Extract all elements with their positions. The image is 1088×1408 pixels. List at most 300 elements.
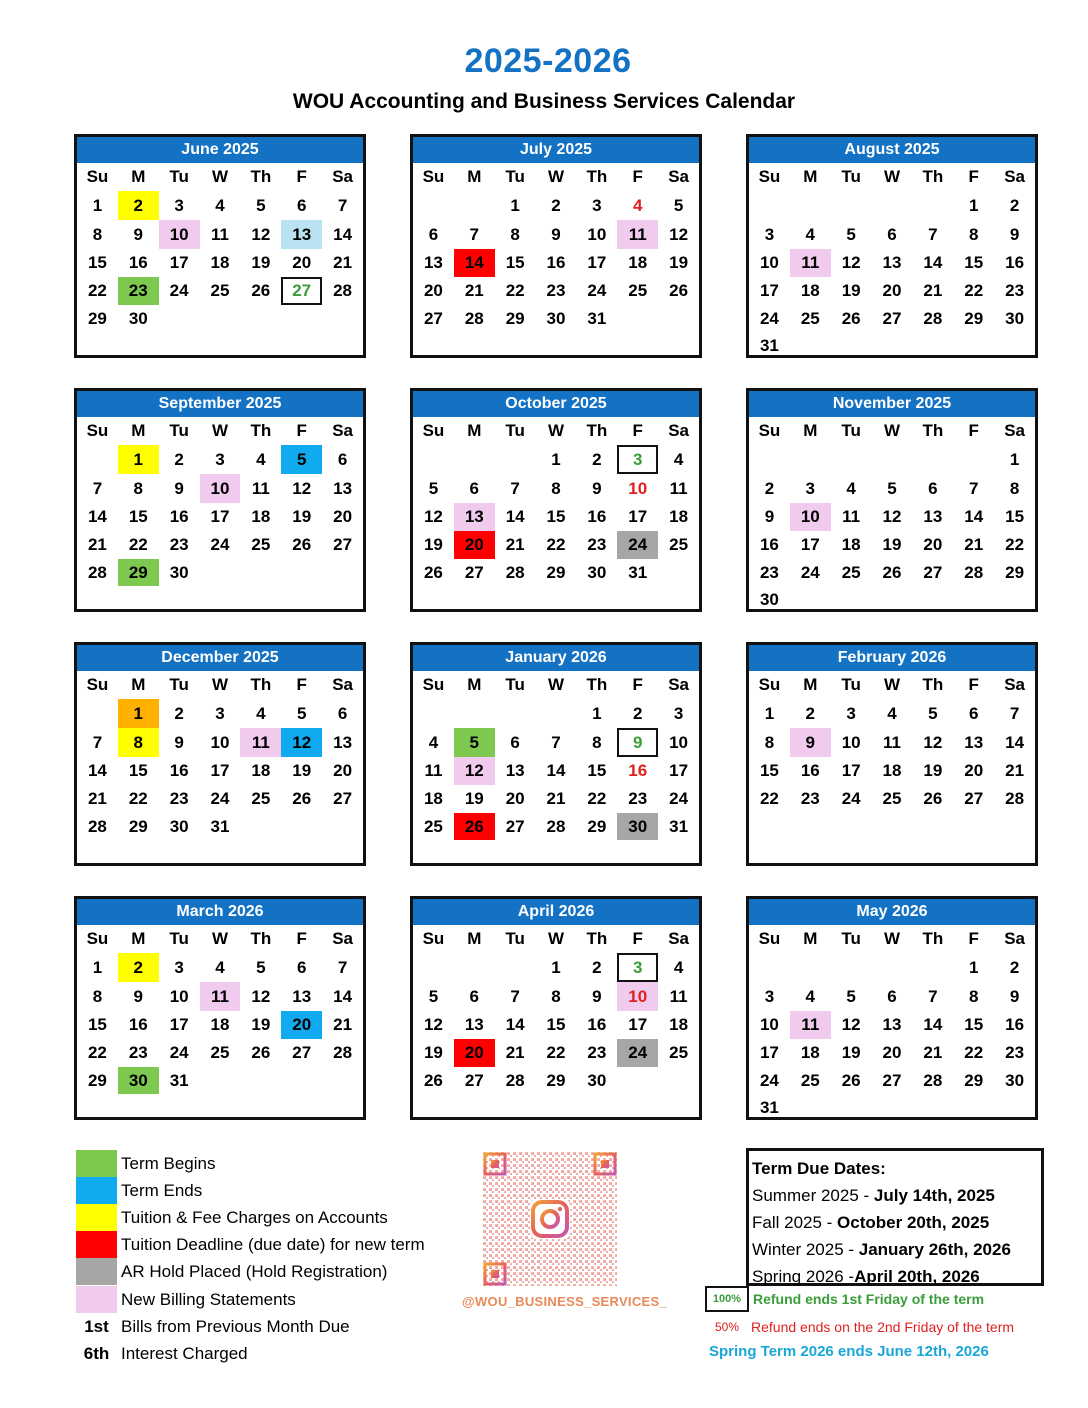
day-cell[interactable]: 16 bbox=[169, 761, 189, 780]
day-cell[interactable]: 4 bbox=[805, 225, 816, 244]
day-cell[interactable]: 14 bbox=[333, 225, 353, 244]
day-cell[interactable]: 15 bbox=[128, 507, 148, 526]
day-cell[interactable]: 20 bbox=[964, 761, 984, 780]
day-cell[interactable]: 18 bbox=[210, 1015, 230, 1034]
day-cell[interactable]: 21 bbox=[505, 535, 525, 554]
day-cell[interactable]: 13 bbox=[964, 733, 984, 752]
day-cell[interactable]: 9 bbox=[790, 728, 831, 757]
day-cell[interactable]: 11 bbox=[424, 761, 443, 780]
day-cell[interactable]: 20 bbox=[281, 1011, 322, 1039]
day-cell[interactable]: 11 bbox=[617, 220, 658, 249]
day-cell[interactable]: 26 bbox=[923, 789, 943, 808]
day-cell[interactable]: 2 bbox=[592, 450, 602, 469]
day-cell[interactable]: 25 bbox=[669, 535, 689, 554]
day-cell[interactable]: 6 bbox=[337, 704, 348, 723]
day-cell[interactable]: 23 bbox=[118, 277, 159, 305]
day-cell[interactable]: 24 bbox=[617, 531, 658, 559]
day-cell[interactable]: 21 bbox=[87, 789, 107, 808]
day-cell[interactable]: 12 bbox=[251, 987, 271, 1006]
day-cell[interactable]: 28 bbox=[505, 1071, 525, 1090]
day-cell[interactable]: 22 bbox=[964, 1043, 984, 1062]
day-cell[interactable]: 21 bbox=[464, 281, 484, 300]
day-cell[interactable]: 31 bbox=[169, 1071, 189, 1090]
day-cell[interactable]: 26 bbox=[669, 281, 689, 300]
day-cell[interactable]: 5 bbox=[846, 987, 856, 1006]
day-cell[interactable]: 6 bbox=[887, 987, 897, 1006]
day-cell[interactable]: 16 bbox=[128, 253, 148, 272]
day-cell[interactable]: 19 bbox=[669, 253, 689, 272]
day-cell[interactable]: 15 bbox=[87, 253, 107, 272]
day-cell[interactable]: 1 bbox=[592, 704, 602, 723]
day-cell[interactable]: 28 bbox=[964, 563, 984, 582]
day-cell[interactable]: 5 bbox=[281, 445, 322, 474]
day-cell[interactable]: 19 bbox=[251, 253, 271, 272]
day-cell[interactable]: 27 bbox=[423, 309, 443, 328]
day-cell[interactable]: 6 bbox=[296, 958, 307, 977]
day-cell[interactable]: 14 bbox=[454, 249, 495, 277]
day-cell[interactable]: 10 bbox=[587, 225, 607, 244]
day-cell[interactable]: 13 bbox=[423, 253, 443, 272]
day-cell[interactable]: 12 bbox=[841, 253, 861, 272]
day-cell[interactable]: 18 bbox=[251, 507, 271, 526]
day-cell[interactable]: 19 bbox=[841, 281, 861, 300]
day-cell[interactable]: 18 bbox=[669, 507, 689, 526]
day-cell[interactable]: 26 bbox=[841, 309, 861, 328]
day-cell[interactable]: 28 bbox=[505, 563, 525, 582]
day-cell[interactable]: 23 bbox=[800, 789, 820, 808]
day-cell[interactable]: 18 bbox=[841, 535, 861, 554]
day-cell[interactable]: 29 bbox=[505, 309, 525, 328]
day-cell[interactable]: 17 bbox=[669, 761, 689, 780]
day-cell[interactable]: 3 bbox=[215, 450, 225, 469]
day-cell[interactable]: 15 bbox=[546, 507, 566, 526]
day-cell[interactable]: 16 bbox=[1005, 1015, 1025, 1034]
day-cell[interactable]: 9 bbox=[617, 728, 658, 757]
day-cell[interactable]: 2 bbox=[632, 704, 643, 723]
day-cell[interactable]: 4 bbox=[846, 479, 856, 498]
day-cell[interactable]: 20 bbox=[333, 507, 353, 526]
day-cell[interactable]: 7 bbox=[551, 733, 561, 752]
day-cell[interactable]: 17 bbox=[841, 761, 861, 780]
day-cell[interactable]: 28 bbox=[923, 1071, 943, 1090]
day-cell[interactable]: 10 bbox=[759, 253, 779, 272]
day-cell[interactable]: 9 bbox=[764, 507, 775, 526]
day-cell[interactable]: 29 bbox=[587, 817, 607, 836]
day-cell[interactable]: 21 bbox=[923, 1043, 943, 1062]
day-cell[interactable]: 29 bbox=[87, 1071, 107, 1090]
day-cell[interactable]: 14 bbox=[964, 507, 984, 526]
day-cell[interactable]: 7 bbox=[92, 479, 103, 498]
day-cell[interactable]: 4 bbox=[215, 196, 225, 215]
day-cell[interactable]: 2 bbox=[174, 450, 184, 469]
day-cell[interactable]: 20 bbox=[333, 761, 353, 780]
day-cell[interactable]: 25 bbox=[210, 281, 230, 300]
day-cell[interactable]: 28 bbox=[464, 309, 484, 328]
day-cell[interactable]: 21 bbox=[87, 535, 107, 554]
day-cell[interactable]: 20 bbox=[423, 281, 443, 300]
day-cell[interactable]: 15 bbox=[87, 1015, 107, 1034]
day-cell[interactable]: 23 bbox=[128, 1043, 148, 1062]
day-cell[interactable]: 20 bbox=[882, 281, 902, 300]
day-cell[interactable]: 15 bbox=[964, 1015, 984, 1034]
day-cell[interactable]: 6 bbox=[469, 987, 480, 1006]
day-cell[interactable]: 26 bbox=[882, 563, 902, 582]
day-cell[interactable]: 30 bbox=[169, 563, 189, 582]
day-cell[interactable]: 2 bbox=[551, 196, 561, 215]
day-cell[interactable]: 19 bbox=[251, 1015, 271, 1034]
day-cell[interactable]: 4 bbox=[805, 987, 816, 1006]
day-cell[interactable]: 1 bbox=[118, 445, 159, 474]
day-cell[interactable]: 4 bbox=[428, 733, 439, 752]
day-cell[interactable]: 27 bbox=[505, 817, 525, 836]
day-cell[interactable]: 3 bbox=[764, 225, 775, 244]
day-cell[interactable]: 16 bbox=[128, 1015, 148, 1034]
day-cell[interactable]: 17 bbox=[759, 281, 779, 300]
day-cell[interactable]: 12 bbox=[669, 225, 689, 244]
day-cell[interactable]: 8 bbox=[968, 225, 979, 244]
day-cell[interactable]: 7 bbox=[968, 479, 979, 498]
day-cell[interactable]: 25 bbox=[628, 281, 648, 300]
day-cell[interactable]: 1 bbox=[92, 958, 103, 977]
day-cell[interactable]: 10 bbox=[169, 987, 189, 1006]
day-cell[interactable]: 3 bbox=[805, 479, 816, 498]
day-cell[interactable]: 1 bbox=[118, 699, 159, 728]
day-cell[interactable]: 13 bbox=[882, 253, 902, 272]
day-cell[interactable]: 29 bbox=[546, 1071, 566, 1090]
day-cell[interactable]: 2 bbox=[764, 479, 775, 498]
day-cell[interactable]: 5 bbox=[256, 196, 266, 215]
day-cell[interactable]: 9 bbox=[1009, 987, 1020, 1006]
day-cell[interactable]: 10 bbox=[617, 982, 658, 1011]
day-cell[interactable]: 23 bbox=[1005, 281, 1025, 300]
day-cell[interactable]: 5 bbox=[887, 479, 897, 498]
day-cell[interactable]: 24 bbox=[759, 1071, 779, 1090]
day-cell[interactable]: 11 bbox=[240, 728, 281, 757]
day-cell[interactable]: 29 bbox=[964, 309, 984, 328]
day-cell[interactable]: 2 bbox=[805, 704, 816, 723]
day-cell[interactable]: 18 bbox=[800, 1043, 820, 1062]
day-cell[interactable]: 16 bbox=[1005, 253, 1025, 272]
day-cell[interactable]: 19 bbox=[292, 507, 312, 526]
day-cell[interactable]: 27 bbox=[464, 563, 484, 582]
day-cell[interactable]: 29 bbox=[546, 563, 566, 582]
day-cell[interactable]: 18 bbox=[800, 281, 820, 300]
day-cell[interactable]: 10 bbox=[841, 733, 861, 752]
day-cell[interactable]: 2 bbox=[118, 953, 159, 982]
day-cell[interactable]: 30 bbox=[587, 1071, 607, 1090]
day-cell[interactable]: 9 bbox=[1009, 225, 1020, 244]
day-cell[interactable]: 7 bbox=[337, 196, 348, 215]
day-cell[interactable]: 27 bbox=[464, 1071, 484, 1090]
day-cell[interactable]: 19 bbox=[923, 761, 943, 780]
day-cell[interactable]: 11 bbox=[200, 982, 241, 1011]
day-cell[interactable]: 5 bbox=[928, 704, 938, 723]
day-cell[interactable]: 29 bbox=[87, 309, 107, 328]
day-cell[interactable]: 19 bbox=[464, 789, 484, 808]
day-cell[interactable]: 11 bbox=[842, 507, 861, 526]
day-cell[interactable]: 23 bbox=[169, 789, 189, 808]
day-cell[interactable]: 30 bbox=[759, 590, 779, 609]
day-cell[interactable]: 8 bbox=[1009, 479, 1020, 498]
day-cell[interactable]: 26 bbox=[251, 281, 271, 300]
day-cell[interactable]: 11 bbox=[669, 987, 688, 1006]
day-cell[interactable]: 30 bbox=[546, 309, 566, 328]
day-cell[interactable]: 22 bbox=[128, 789, 148, 808]
day-cell[interactable]: 6 bbox=[968, 704, 979, 723]
day-cell[interactable]: 7 bbox=[510, 479, 520, 498]
day-cell[interactable]: 8 bbox=[92, 987, 103, 1006]
day-cell[interactable]: 8 bbox=[592, 733, 602, 752]
day-cell[interactable]: 11 bbox=[669, 479, 688, 498]
day-cell[interactable]: 1 bbox=[968, 958, 979, 977]
day-cell[interactable]: 12 bbox=[882, 507, 902, 526]
day-cell[interactable]: 16 bbox=[546, 253, 566, 272]
day-cell[interactable]: 30 bbox=[1005, 309, 1025, 328]
day-cell[interactable]: 2 bbox=[1009, 958, 1020, 977]
day-cell[interactable]: 1 bbox=[551, 450, 561, 469]
day-cell[interactable]: 7 bbox=[1009, 704, 1020, 723]
day-cell[interactable]: 12 bbox=[281, 728, 322, 757]
day-cell[interactable]: 21 bbox=[964, 535, 984, 554]
day-cell[interactable]: 12 bbox=[251, 225, 271, 244]
day-cell[interactable]: 6 bbox=[296, 196, 307, 215]
day-cell[interactable]: 27 bbox=[281, 277, 322, 305]
day-cell[interactable]: 7 bbox=[469, 225, 480, 244]
day-cell[interactable]: 2 bbox=[118, 191, 159, 220]
day-cell[interactable]: 20 bbox=[454, 531, 495, 559]
day-cell[interactable]: 15 bbox=[964, 253, 984, 272]
day-cell[interactable]: 1 bbox=[1009, 450, 1020, 469]
day-cell[interactable]: 12 bbox=[292, 479, 312, 498]
day-cell[interactable]: 12 bbox=[423, 1015, 443, 1034]
day-cell[interactable]: 4 bbox=[887, 704, 897, 723]
day-cell[interactable]: 7 bbox=[928, 225, 938, 244]
day-cell[interactable]: 20 bbox=[923, 535, 943, 554]
day-cell[interactable]: 2 bbox=[174, 704, 184, 723]
day-cell[interactable]: 24 bbox=[169, 1043, 189, 1062]
day-cell[interactable]: 1 bbox=[764, 704, 775, 723]
day-cell[interactable]: 25 bbox=[210, 1043, 230, 1062]
day-cell[interactable]: 17 bbox=[628, 1015, 648, 1034]
day-cell[interactable]: 25 bbox=[251, 789, 271, 808]
day-cell[interactable]: 24 bbox=[210, 535, 230, 554]
day-cell[interactable]: 25 bbox=[800, 1071, 820, 1090]
day-cell[interactable]: 9 bbox=[592, 479, 602, 498]
day-cell[interactable]: 16 bbox=[800, 761, 820, 780]
day-cell[interactable]: 22 bbox=[505, 281, 525, 300]
day-cell[interactable]: 22 bbox=[87, 1043, 107, 1062]
day-cell[interactable]: 11 bbox=[251, 479, 270, 498]
day-cell[interactable]: 17 bbox=[759, 1043, 779, 1062]
day-cell[interactable]: 6 bbox=[469, 479, 480, 498]
day-cell[interactable]: 1 bbox=[968, 196, 979, 215]
day-cell[interactable]: 17 bbox=[169, 253, 189, 272]
day-cell[interactable]: 18 bbox=[882, 761, 902, 780]
day-cell[interactable]: 3 bbox=[846, 704, 856, 723]
day-cell[interactable]: 8 bbox=[510, 225, 520, 244]
day-cell[interactable]: 21 bbox=[333, 1015, 353, 1034]
day-cell[interactable]: 13 bbox=[292, 987, 312, 1006]
day-cell[interactable]: 23 bbox=[587, 1043, 607, 1062]
day-cell[interactable]: 19 bbox=[841, 1043, 861, 1062]
day-cell[interactable]: 29 bbox=[1005, 563, 1025, 582]
day-cell[interactable]: 16 bbox=[587, 507, 607, 526]
day-cell[interactable]: 18 bbox=[210, 253, 230, 272]
day-cell[interactable]: 20 bbox=[882, 1043, 902, 1062]
day-cell[interactable]: 14 bbox=[546, 761, 566, 780]
day-cell[interactable]: 11 bbox=[211, 225, 229, 244]
day-cell[interactable]: 25 bbox=[423, 817, 443, 836]
day-cell[interactable]: 10 bbox=[628, 479, 648, 498]
day-cell[interactable]: 15 bbox=[1005, 507, 1025, 526]
day-cell[interactable]: 22 bbox=[128, 535, 148, 554]
day-cell[interactable]: 21 bbox=[923, 281, 943, 300]
day-cell[interactable]: 27 bbox=[882, 1071, 902, 1090]
day-cell[interactable]: 8 bbox=[968, 987, 979, 1006]
day-cell[interactable]: 13 bbox=[281, 220, 322, 249]
day-cell[interactable]: 16 bbox=[169, 507, 189, 526]
day-cell[interactable]: 24 bbox=[587, 281, 607, 300]
day-cell[interactable]: 4 bbox=[256, 704, 266, 723]
day-cell[interactable]: 4 bbox=[673, 958, 684, 977]
day-cell[interactable]: 21 bbox=[505, 1043, 525, 1062]
day-cell[interactable]: 4 bbox=[215, 958, 225, 977]
day-cell[interactable]: 17 bbox=[628, 507, 648, 526]
day-cell[interactable]: 30 bbox=[587, 563, 607, 582]
day-cell[interactable]: 6 bbox=[510, 733, 520, 752]
day-cell[interactable]: 7 bbox=[510, 987, 520, 1006]
day-cell[interactable]: 27 bbox=[964, 789, 984, 808]
day-cell[interactable]: 20 bbox=[454, 1039, 495, 1067]
day-cell[interactable]: 14 bbox=[1005, 733, 1025, 752]
day-cell[interactable]: 4 bbox=[632, 196, 643, 215]
day-cell[interactable]: 30 bbox=[169, 817, 189, 836]
day-cell[interactable]: 19 bbox=[882, 535, 902, 554]
day-cell[interactable]: 13 bbox=[923, 507, 943, 526]
day-cell[interactable]: 31 bbox=[587, 309, 607, 328]
day-cell[interactable]: 23 bbox=[546, 281, 566, 300]
day-cell[interactable]: 14 bbox=[923, 253, 943, 272]
day-cell[interactable]: 9 bbox=[133, 987, 144, 1006]
day-cell[interactable]: 5 bbox=[428, 479, 439, 498]
day-cell[interactable]: 5 bbox=[296, 704, 307, 723]
day-cell[interactable]: 17 bbox=[169, 1015, 189, 1034]
day-cell[interactable]: 25 bbox=[841, 563, 861, 582]
day-cell[interactable]: 6 bbox=[887, 225, 897, 244]
day-cell[interactable]: 31 bbox=[759, 1098, 779, 1117]
day-cell[interactable]: 31 bbox=[628, 563, 648, 582]
day-cell[interactable]: 24 bbox=[210, 789, 230, 808]
day-cell[interactable]: 5 bbox=[846, 225, 856, 244]
day-cell[interactable]: 6 bbox=[337, 450, 348, 469]
day-cell[interactable]: 18 bbox=[251, 761, 271, 780]
day-cell[interactable]: 30 bbox=[118, 1067, 159, 1094]
qr-code[interactable] bbox=[483, 1152, 617, 1286]
day-cell[interactable]: 24 bbox=[669, 789, 689, 808]
day-cell[interactable]: 14 bbox=[505, 1015, 525, 1034]
day-cell[interactable]: 22 bbox=[546, 535, 566, 554]
day-cell[interactable]: 11 bbox=[790, 249, 831, 277]
day-cell[interactable]: 23 bbox=[759, 563, 779, 582]
day-cell[interactable]: 3 bbox=[174, 196, 184, 215]
day-cell[interactable]: 28 bbox=[87, 563, 107, 582]
day-cell[interactable]: 8 bbox=[133, 479, 144, 498]
day-cell[interactable]: 11 bbox=[790, 1011, 831, 1039]
day-cell[interactable]: 30 bbox=[1005, 1071, 1025, 1090]
day-cell[interactable]: 10 bbox=[790, 503, 831, 531]
day-cell[interactable]: 26 bbox=[841, 1071, 861, 1090]
day-cell[interactable]: 17 bbox=[210, 507, 230, 526]
day-cell[interactable]: 1 bbox=[551, 958, 561, 977]
day-cell[interactable]: 12 bbox=[841, 1015, 861, 1034]
day-cell[interactable]: 31 bbox=[210, 817, 230, 836]
day-cell[interactable]: 27 bbox=[333, 535, 353, 554]
day-cell[interactable]: 14 bbox=[923, 1015, 943, 1034]
day-cell[interactable]: 9 bbox=[592, 987, 602, 1006]
day-cell[interactable]: 5 bbox=[454, 728, 495, 757]
day-cell[interactable]: 18 bbox=[628, 253, 648, 272]
day-cell[interactable]: 7 bbox=[92, 733, 103, 752]
day-cell[interactable]: 17 bbox=[800, 535, 820, 554]
day-cell[interactable]: 5 bbox=[256, 958, 266, 977]
day-cell[interactable]: 25 bbox=[800, 309, 820, 328]
day-cell[interactable]: 21 bbox=[333, 253, 353, 272]
day-cell[interactable]: 9 bbox=[133, 225, 144, 244]
day-cell[interactable]: 26 bbox=[423, 1071, 443, 1090]
day-cell[interactable]: 20 bbox=[292, 253, 312, 272]
day-cell[interactable]: 22 bbox=[964, 281, 984, 300]
day-cell[interactable]: 31 bbox=[669, 817, 689, 836]
day-cell[interactable]: 24 bbox=[617, 1039, 658, 1067]
day-cell[interactable]: 14 bbox=[87, 507, 107, 526]
day-cell[interactable]: 1 bbox=[510, 196, 520, 215]
day-cell[interactable]: 26 bbox=[251, 1043, 271, 1062]
day-cell[interactable]: 19 bbox=[423, 1043, 443, 1062]
day-cell[interactable]: 10 bbox=[159, 220, 200, 249]
day-cell[interactable]: 15 bbox=[587, 761, 607, 780]
day-cell[interactable]: 12 bbox=[923, 733, 943, 752]
day-cell[interactable]: 28 bbox=[333, 281, 353, 300]
day-cell[interactable]: 21 bbox=[546, 789, 566, 808]
day-cell[interactable]: 13 bbox=[333, 733, 353, 752]
day-cell[interactable]: 8 bbox=[551, 479, 561, 498]
day-cell[interactable]: 29 bbox=[118, 559, 159, 586]
day-cell[interactable]: 10 bbox=[669, 733, 689, 752]
day-cell[interactable]: 17 bbox=[210, 761, 230, 780]
day-cell[interactable]: 25 bbox=[251, 535, 271, 554]
day-cell[interactable]: 30 bbox=[617, 813, 658, 840]
day-cell[interactable]: 2 bbox=[1009, 196, 1020, 215]
day-cell[interactable]: 24 bbox=[169, 281, 189, 300]
day-cell[interactable]: 3 bbox=[174, 958, 184, 977]
day-cell[interactable]: 22 bbox=[546, 1043, 566, 1062]
day-cell[interactable]: 27 bbox=[882, 309, 902, 328]
day-cell[interactable]: 15 bbox=[546, 1015, 566, 1034]
day-cell[interactable]: 5 bbox=[673, 196, 684, 215]
day-cell[interactable]: 3 bbox=[764, 987, 775, 1006]
day-cell[interactable]: 3 bbox=[617, 445, 658, 474]
day-cell[interactable]: 13 bbox=[464, 1015, 484, 1034]
day-cell[interactable]: 28 bbox=[923, 309, 943, 328]
day-cell[interactable]: 5 bbox=[428, 987, 439, 1006]
day-cell[interactable]: 8 bbox=[551, 987, 561, 1006]
day-cell[interactable]: 13 bbox=[882, 1015, 902, 1034]
day-cell[interactable]: 12 bbox=[454, 757, 495, 785]
day-cell[interactable]: 24 bbox=[841, 789, 861, 808]
day-cell[interactable]: 7 bbox=[928, 987, 938, 1006]
day-cell[interactable]: 24 bbox=[759, 309, 779, 328]
day-cell[interactable]: 29 bbox=[964, 1071, 984, 1090]
